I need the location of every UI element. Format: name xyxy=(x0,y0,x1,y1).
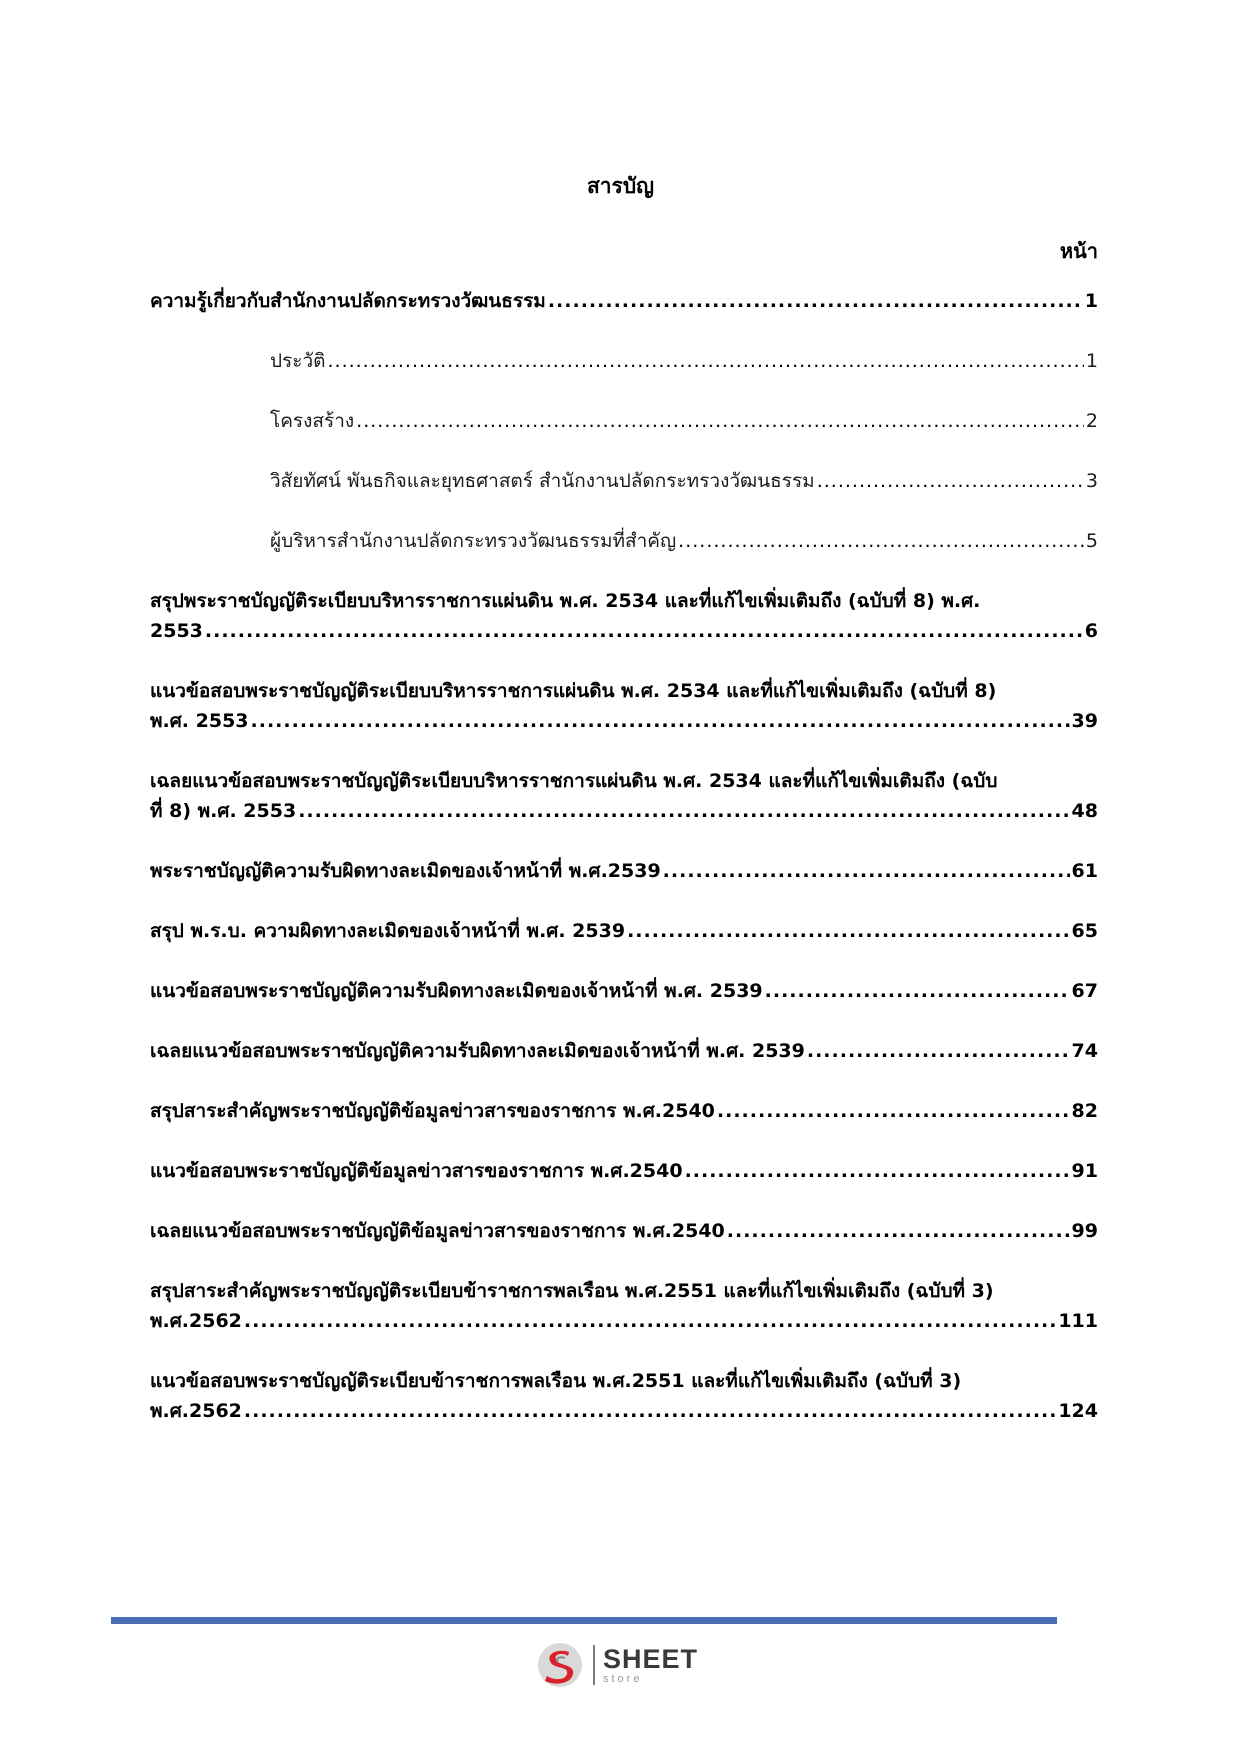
toc-entry-title: สรุป พ.ร.บ. ความผิดทางละเมิดของเจ้าหน้าที่ พ.ศ. 2539 xyxy=(150,920,626,942)
toc-page-number: 65 xyxy=(1071,920,1098,942)
toc-page-number: 74 xyxy=(1071,1040,1098,1062)
dot-leader xyxy=(356,406,1084,436)
toc-entry-title: สรุปสาระสำคัญพระราชบัญญัติข้อมูลข่าวสารของราชการ พ.ศ.2540 xyxy=(150,1100,715,1122)
toc-entry-title: แนวข้อสอบพระราชบัญญัติข้อมูลข่าวสารของราชการ พ.ศ.2540 xyxy=(150,1160,683,1182)
dot-leader xyxy=(327,346,1083,376)
toc-entry-title-line1: แนวข้อสอบพระราชบัญญัติระเบียบข้าราชการพลเรือน พ.ศ.2551 และที่แก้ไขเพิ่มเติมถึง (ฉบับที่ 3) xyxy=(150,1370,962,1392)
toc-page-number: 111 xyxy=(1058,1310,1098,1332)
toc-subentry[interactable] xyxy=(150,466,1098,496)
toc-page-number: 39 xyxy=(1071,710,1098,732)
dot-leader xyxy=(765,976,1070,1006)
toc-entry-line xyxy=(150,1156,1098,1186)
logo-divider xyxy=(593,1645,595,1685)
toc-entry-title-line1: เฉลยแนวข้อสอบพระราชบัญญัติระเบียบบริหารราชการแผ่นดิน พ.ศ. 2534 และที่แก้ไขเพิ่มเติมถึง (ฉบับ xyxy=(150,770,998,792)
toc-entry-line xyxy=(150,856,1098,886)
toc-entry-title: พ.ศ. 2553 xyxy=(150,710,249,732)
logo-store-text: store xyxy=(603,1672,643,1685)
toc-entry[interactable] xyxy=(150,1096,1098,1126)
toc-entry-line xyxy=(150,286,1098,316)
toc-page-number: 61 xyxy=(1071,860,1098,882)
dot-leader xyxy=(298,796,1069,826)
toc-page-number: 99 xyxy=(1071,1220,1098,1242)
dot-leader xyxy=(727,1216,1070,1246)
toc-entry[interactable] xyxy=(150,286,1098,316)
toc-entry-title-line1: สรุปสาระสำคัญพระราชบัญญัติระเบียบข้าราชการพลเรือน พ.ศ.2551 และที่แก้ไขเพิ่มเติมถึง (ฉบับที่ 3) xyxy=(150,1280,994,1302)
toc-entry-line xyxy=(150,1306,1098,1336)
dot-leader xyxy=(205,616,1083,646)
toc-entry-title: โครงสร้าง xyxy=(270,410,355,432)
toc-entry-title: เฉลยแนวข้อสอบพระราชบัญญัติความรับผิดทางละเมิดของเจ้าหน้าที่ พ.ศ. 2539 xyxy=(150,1040,805,1062)
sheet-store-logo xyxy=(535,1640,698,1690)
toc-page-number: 3 xyxy=(1085,470,1098,492)
toc-page-number: 48 xyxy=(1071,800,1098,822)
toc-page-number: 5 xyxy=(1085,530,1098,552)
toc-entry-title: ผู้บริหารสำนักงานปลัดกระทรวงวัฒนธรรมที่สำคัญ xyxy=(270,530,677,552)
toc-entry-line xyxy=(150,1216,1098,1246)
toc-page-number: 1 xyxy=(1085,350,1098,372)
toc-page-number: 82 xyxy=(1071,1100,1098,1122)
dot-leader xyxy=(244,1396,1056,1426)
toc-entry-title: 2553 xyxy=(150,620,203,642)
toc-entry-line xyxy=(150,976,1098,1006)
sheet-store-s-icon xyxy=(535,1640,585,1690)
toc-entry-line xyxy=(150,1096,1098,1126)
toc-entry[interactable] xyxy=(150,766,1098,826)
toc-page-number: 1 xyxy=(1084,290,1098,312)
toc-entry-title: พระราชบัญญัติความรับผิดทางละเมิดของเจ้าหน้าที่ พ.ศ.2539 xyxy=(150,860,661,882)
toc-entry-title-line1: สรุปพระราชบัญญัติระเบียบบริหารราชการแผ่นดิน พ.ศ. 2534 และที่แก้ไขเพิ่มเติมถึง (ฉบับที่ 8) พ.ศ. xyxy=(150,590,981,612)
toc-entry[interactable] xyxy=(150,1276,1098,1336)
toc-entry-title: ความรู้เกี่ยวกับสำนักงานปลัดกระทรวงวัฒนธรรม xyxy=(150,290,546,312)
toc-entry[interactable] xyxy=(150,1216,1098,1246)
toc-entry[interactable] xyxy=(150,676,1098,736)
toc-entry[interactable] xyxy=(150,976,1098,1006)
toc-entry[interactable] xyxy=(150,916,1098,946)
dot-leader xyxy=(678,526,1084,556)
toc-entry-title: ที่ 8) พ.ศ. 2553 xyxy=(150,800,297,822)
toc-entry-title: เฉลยแนวข้อสอบพระราชบัญญัติข้อมูลข่าวสารของราชการ พ.ศ.2540 xyxy=(150,1220,725,1242)
dot-leader xyxy=(817,466,1084,496)
toc-subentry[interactable] xyxy=(150,406,1098,436)
table-of-contents xyxy=(150,286,1098,1456)
toc-entry[interactable] xyxy=(150,1366,1098,1426)
toc-entry-title: วิสัยทัศน์ พันธกิจและยุทธศาสตร์ สำนักงานปลัดกระทรวงวัฒนธรรม xyxy=(270,470,815,492)
dot-leader xyxy=(663,856,1070,886)
page-title: สารบัญ xyxy=(586,174,655,198)
toc-page-number: 67 xyxy=(1071,980,1098,1002)
dot-leader xyxy=(685,1156,1070,1186)
toc-entry-line xyxy=(150,916,1098,946)
toc-page-number: 6 xyxy=(1084,620,1098,642)
toc-page-number: 91 xyxy=(1071,1160,1098,1182)
dot-leader xyxy=(717,1096,1070,1126)
toc-entry-title-line1: แนวข้อสอบพระราชบัญญัติระเบียบบริหารราชการแผ่นดิน พ.ศ. 2534 และที่แก้ไขเพิ่มเติมถึง (ฉบับที่ 8) xyxy=(150,680,997,702)
toc-page-number: 2 xyxy=(1085,410,1098,432)
dot-leader xyxy=(244,1306,1056,1336)
toc-page-number: 124 xyxy=(1058,1400,1098,1422)
toc-entry[interactable] xyxy=(150,856,1098,886)
logo-sheet-text: SHEET xyxy=(603,1643,699,1674)
toc-entry-line xyxy=(270,346,1098,376)
toc-entry-title: พ.ศ.2562 xyxy=(150,1310,242,1332)
logo-text xyxy=(603,1643,699,1685)
toc-subentry[interactable] xyxy=(150,526,1098,556)
page-column-header: หน้า xyxy=(1059,239,1098,263)
toc-entry-title: พ.ศ.2562 xyxy=(150,1400,242,1422)
toc-entry[interactable] xyxy=(150,1156,1098,1186)
dot-leader xyxy=(251,706,1070,736)
toc-entry-line xyxy=(150,1396,1098,1426)
toc-entry-title: ประวัติ xyxy=(270,350,326,372)
toc-subentry[interactable] xyxy=(150,346,1098,376)
toc-entry-line xyxy=(270,526,1098,556)
toc-entry-line xyxy=(150,1036,1098,1066)
dot-leader xyxy=(807,1036,1070,1066)
toc-entry-line xyxy=(150,796,1098,826)
toc-entry-line xyxy=(270,466,1098,496)
toc-entry-title: แนวข้อสอบพระราชบัญญัติความรับผิดทางละเมิดของเจ้าหน้าที่ พ.ศ. 2539 xyxy=(150,980,763,1002)
toc-entry[interactable] xyxy=(150,586,1098,646)
toc-entry-line xyxy=(150,616,1098,646)
dot-leader xyxy=(627,916,1069,946)
toc-entry[interactable] xyxy=(150,1036,1098,1066)
toc-entry-line xyxy=(270,406,1098,436)
dot-leader xyxy=(548,286,1083,316)
toc-entry-line xyxy=(150,706,1098,736)
footer-divider xyxy=(111,1617,1057,1624)
